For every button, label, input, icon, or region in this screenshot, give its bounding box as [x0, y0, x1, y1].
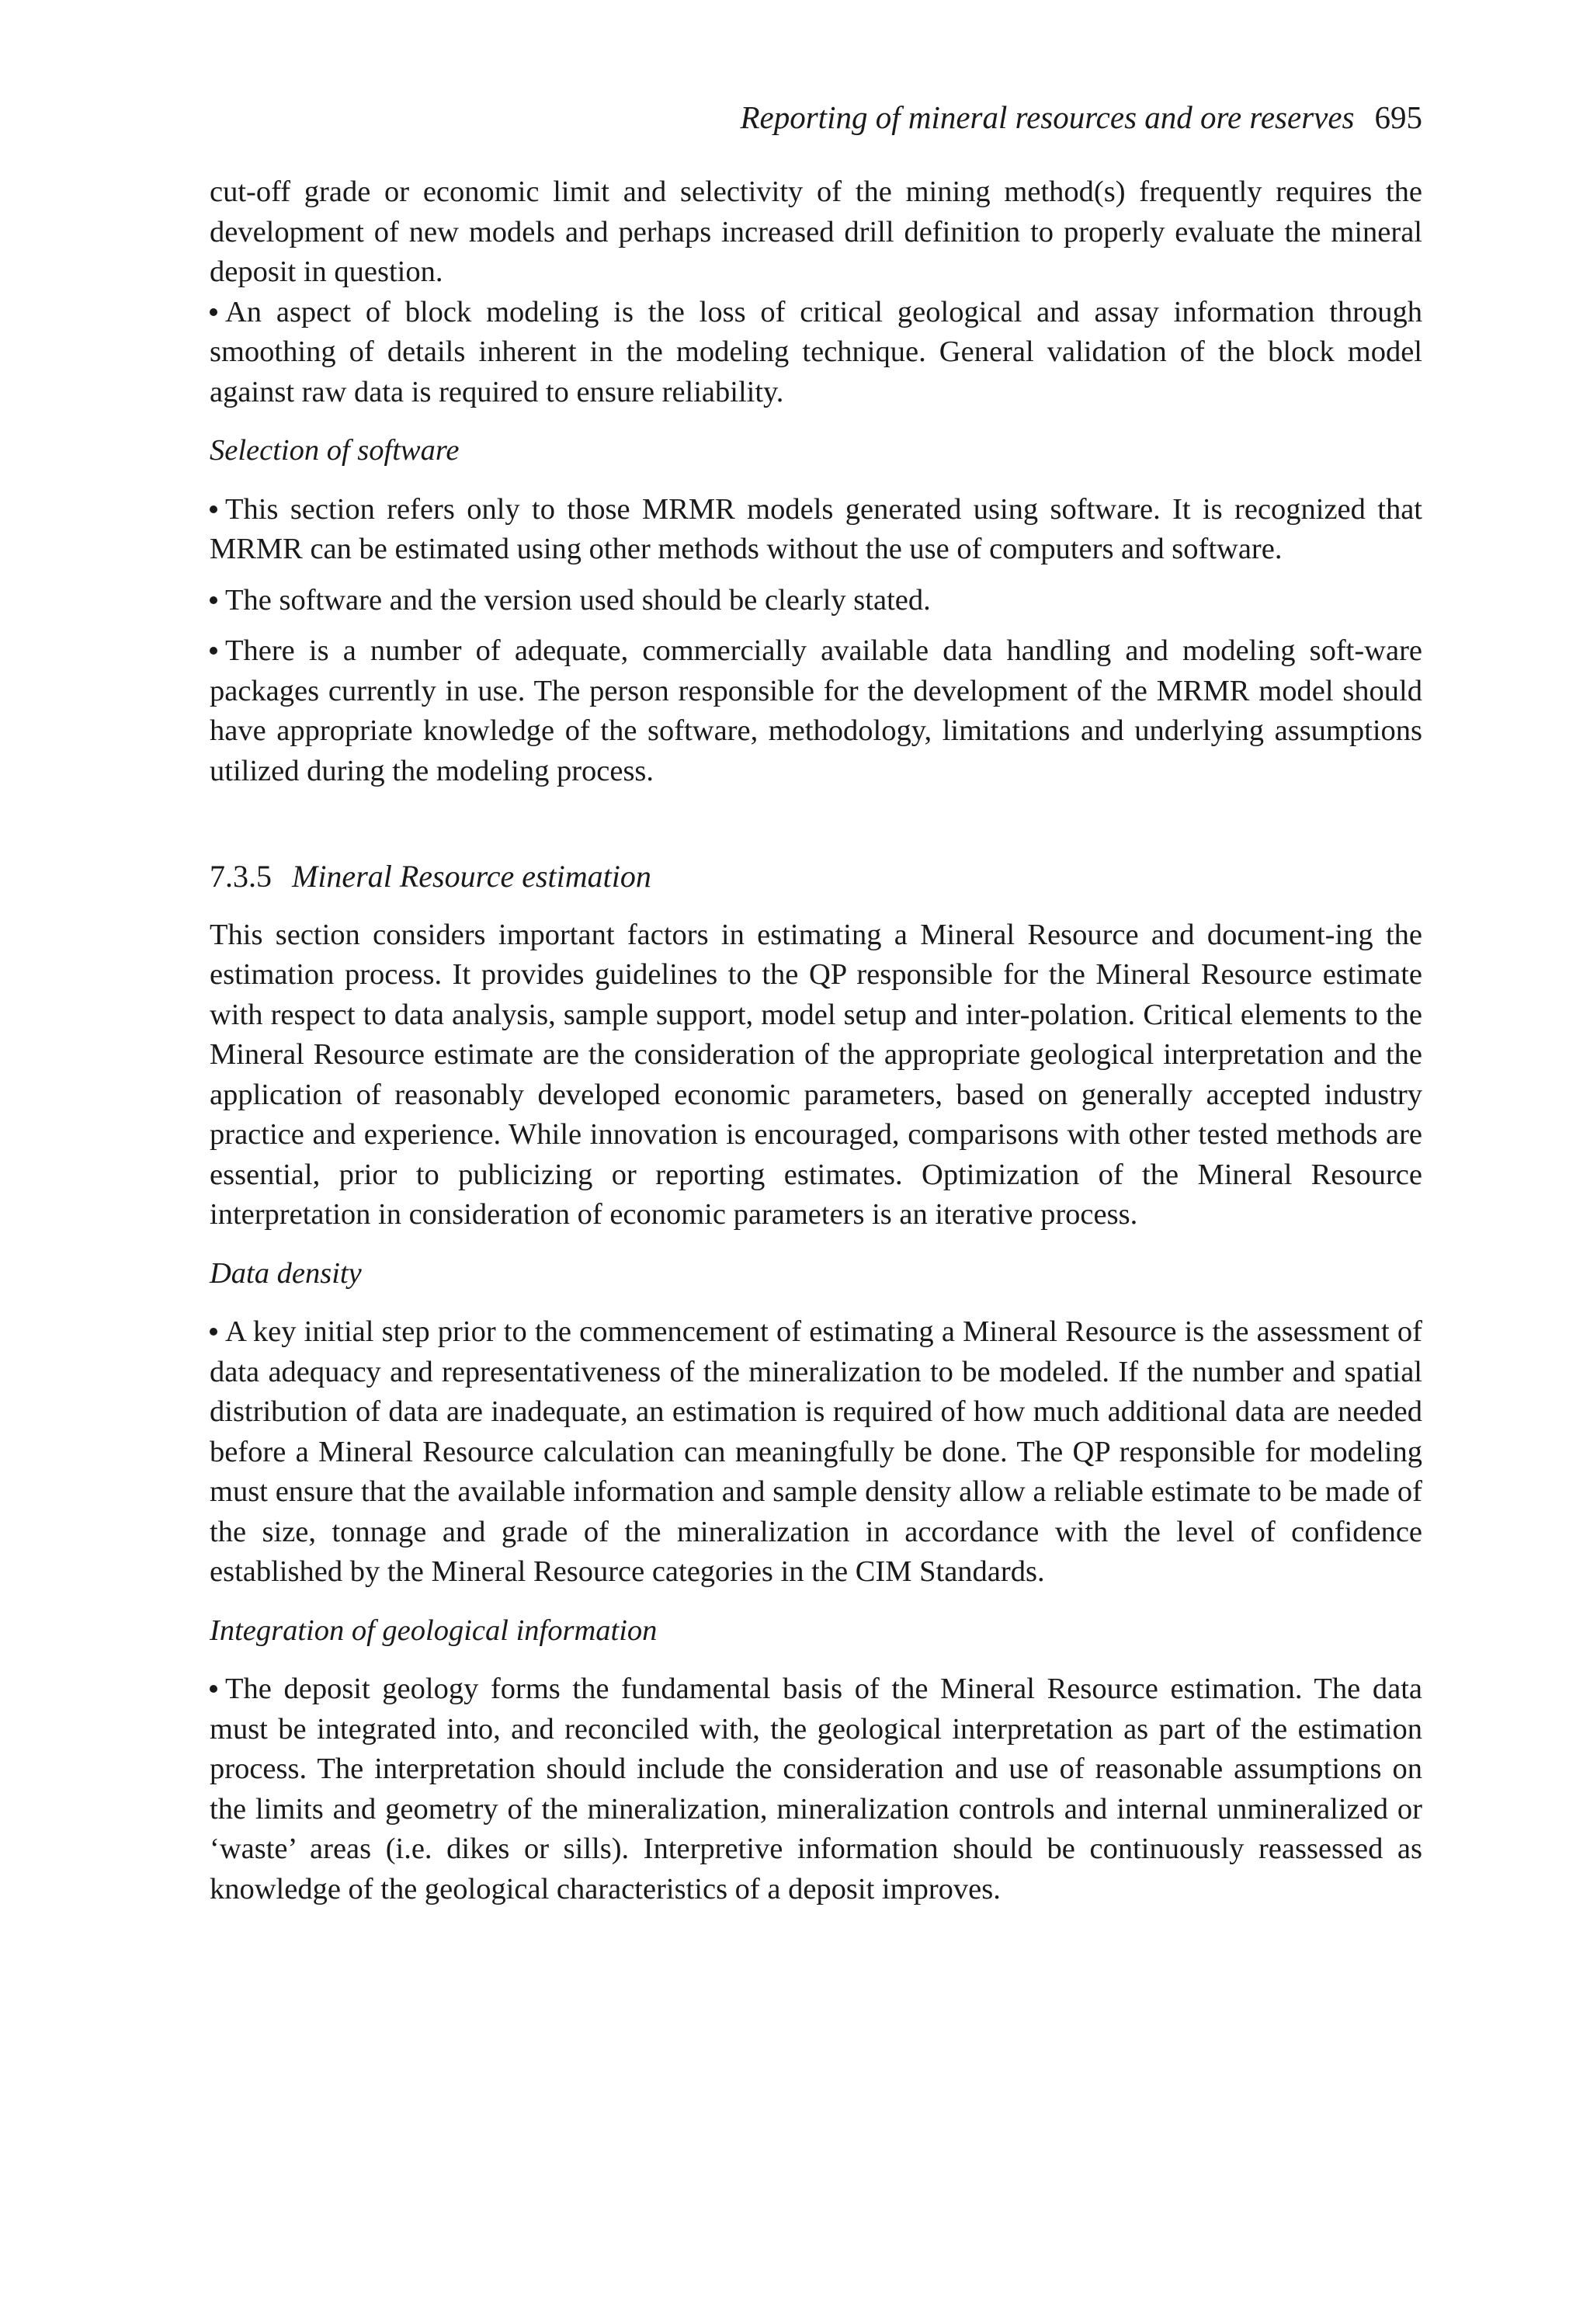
block-model-bullet: [210, 293, 1422, 413]
bullet-text: The software and the version used should be clearly stated.: [225, 583, 931, 617]
intro-continuation-paragraph: cut-off grade or economic limit and selectivity of the mining method(s) frequently requires the development of new models and perhaps increased drill definition to properly evaluate the mineral deposit in question.: [210, 175, 1422, 288]
subheading-integration-of-geological-information: Integration of geological information: [210, 1614, 658, 1647]
subheading-data-density: Data density: [210, 1256, 362, 1290]
bullet-text: A key initial step prior to the commencement of estimating a Mineral Resource is the assessment of data adequacy and representativeness of the mineralization to be modeled. If the number and spatial distribution of data are inadequate, an estimation is required of how much additional data are needed before a Mineral Resource calculation can meaningfully be done. The QP responsible for modeling must ensure that the available information and sample density allow a reliable estimate to be made of the size, tonnage and grade of the mineralization in accordance with the level of confidence established by the Mineral Resource categories in the CIM Standards.: [210, 1315, 1422, 1588]
running-head-title: Reporting of mineral resources and ore reserves: [740, 99, 1355, 135]
section-intro-paragraph: This section considers important factors in estimating a Mineral Resource and document-ing the estimation process. It provides guidelines to the QP responsible for the Mineral Resource estimate with respect to data analysis, sample support, model setup and inter-polation. Critical elements to the Mineral Resource estimate are the consideration of the appropriate geological interpretation and the application of reasonably developed economic parameters, based on generally accepted industry practice and experience. While innovation is encouraged, comparisons with other tested methods are essential, prior to publicizing or reporting estimates. Optimization of the Mineral Resource interpretation in consideration of economic parameters is an iterative process.: [210, 918, 1422, 1231]
section-title: Mineral Resource estimation: [292, 859, 651, 894]
page-number: 695: [1374, 99, 1422, 135]
bullet-text: There is a number of adequate, commercially available data handling and modeling soft-ware packages currently in use. The person responsible for the development of the MRMR model should have appropriate knowledge of the software, methodology, limitations and underlying assumptions utilized during the modeling process.: [210, 634, 1422, 787]
bullet-icon: [210, 308, 217, 316]
bullet-text: This section refers only to those MRMR models generated using software. It is recognized that MRMR can be estimated using other methods without the use of computers and software.: [210, 492, 1422, 565]
software-bullet-1: [210, 490, 1422, 570]
subheading-selection-of-software: Selection of software: [210, 434, 460, 467]
software-bullet-2: [210, 581, 1422, 621]
software-bullet-3: [210, 631, 1422, 791]
bullet-icon: [210, 1328, 217, 1336]
bullet-icon: [210, 596, 217, 604]
data-density-bullet: [210, 1312, 1422, 1593]
bullet-icon: [210, 1685, 217, 1693]
section-heading: [210, 856, 1422, 897]
bullet-icon: [210, 647, 217, 655]
bullet-text: The deposit geology forms the fundamental basis of the Mineral Resource estimation. The data must be integrated into, and reconciled with, the geological interpretation as part of the estimation process. The interpretation should include the consideration and use of reasonable assumptions on the limits and geometry of the mineralization, mineralization controls and internal unmineralized or ‘waste’ areas (i.e. dikes or sills). Interpretive information should be continuously reassessed as knowledge of the geological characteristics of a deposit improves.: [210, 1673, 1422, 1905]
bullet-icon: [210, 505, 217, 513]
running-head: [740, 92, 1422, 143]
bullet-text: An aspect of block modeling is the loss of critical geological and assay information through smoothing of details inherent in the modeling technique. General validation of the block model against raw data is required to ensure reliability.: [210, 295, 1422, 408]
body-text: [210, 172, 1422, 1909]
geology-bullet: [210, 1669, 1422, 1909]
section-number: 7.3.5: [210, 859, 272, 894]
